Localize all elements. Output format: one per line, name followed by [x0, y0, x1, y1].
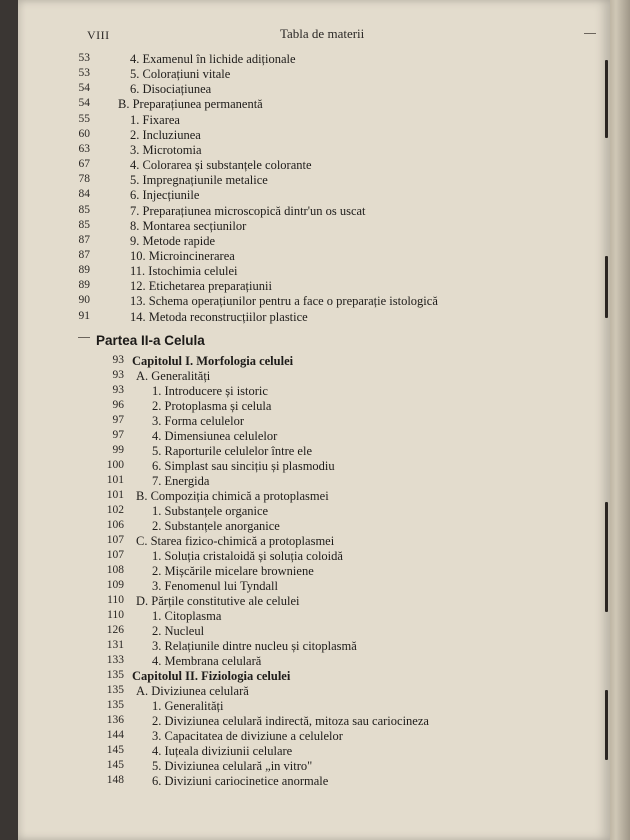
toc-entry-page: 53 [78, 52, 90, 64]
toc-entry-page: 91 [78, 309, 90, 322]
toc-entry [18, 234, 618, 250]
toc-entry [18, 639, 618, 655]
toc-entry-text: 5. Impregnațiunile metalice [130, 173, 268, 188]
toc-entry [18, 579, 618, 595]
toc-entry [18, 67, 618, 83]
toc-entry [18, 429, 618, 445]
toc-entry-text: 6. Injecțiunile [130, 188, 200, 203]
toc-entry-text: 6. Simplast sau sincițiu și plasmodiu [152, 459, 335, 473]
toc-entry-page: 54 [78, 97, 90, 110]
toc-entry-page: 102 [106, 504, 124, 516]
toc-entry-text: 10. Microincinerarea [130, 248, 235, 263]
toc-entry-page: 145 [106, 744, 124, 756]
toc-entry-page: 93 [112, 354, 124, 366]
toc-entry-page: 136 [106, 714, 124, 726]
toc-entry [18, 444, 618, 460]
toc-entry-page: 101 [106, 489, 124, 501]
toc-entry-page: 78 [78, 173, 90, 186]
tab-marker-bottom [605, 690, 608, 760]
toc-entry [18, 549, 618, 565]
toc-entry-text: A. Diviziunea celulară [136, 684, 249, 698]
toc-entry-page: 148 [106, 774, 124, 786]
toc-entry-text: 4. Membrana celulară [152, 654, 262, 668]
toc-entry [18, 294, 618, 310]
toc-entry-text: 6. Diviziuni cariocinetice anormale [152, 774, 329, 788]
toc-entry-page: 145 [106, 759, 124, 771]
toc-entry [18, 564, 618, 580]
toc-entry-text: 2. Incluziunea [130, 127, 201, 142]
toc-entry-text: 6. Disociațiunea [130, 82, 212, 97]
toc-entry-page: 54 [78, 82, 90, 95]
toc-entry-text: 5. Raporturile celulelor între ele [152, 444, 313, 458]
running-header-title: Tabla de materii [280, 26, 365, 41]
toc-entry [18, 369, 618, 385]
toc-entry-page: 85 [78, 218, 90, 231]
toc-entry-text: 1. Introducere și istoric [152, 384, 268, 398]
toc-entry-page: 100 [106, 459, 124, 471]
toc-entry [18, 774, 618, 790]
toc-entry [18, 279, 618, 295]
toc-entry-text: 2. Diviziunea celulară indirectă, mitoza sau cariocineza [152, 714, 429, 728]
toc-entry-page: 89 [78, 264, 90, 277]
toc-entry-text: 2. Substanțele anorganice [152, 519, 280, 533]
toc-entry-text: 2. Nucleul [152, 624, 205, 638]
toc-entry-page: 93 [112, 384, 124, 396]
toc-entry [18, 384, 618, 400]
toc-entry [18, 729, 618, 745]
toc-entry-text: 1. Substanțele organice [152, 504, 269, 518]
toc-entry [18, 669, 618, 685]
toc-entry-text: 5. Colorațiuni vitale [130, 67, 231, 82]
toc-entry-page: 89 [78, 279, 90, 292]
toc-entry-text: 3. Relațiunile dintre nucleu și citoplasmă [152, 639, 357, 653]
toc-entry-text: 1. Soluția cristaloidă și soluția coloidă [152, 549, 343, 563]
toc-entry [18, 188, 618, 204]
toc-entry-text: 14. Metoda reconstrucțiilor plastice [130, 309, 308, 324]
toc-entry [18, 143, 618, 159]
toc-entry-page: 96 [112, 399, 124, 411]
toc-entry [18, 699, 618, 715]
toc-entry [18, 714, 618, 730]
toc-entry-page: 53 [78, 67, 90, 80]
toc-entry [18, 684, 618, 700]
toc-entry-page: 84 [78, 188, 90, 201]
toc-entry-page: 133 [106, 654, 124, 666]
toc-entry-text: 3. Fenomenul lui Tyndall [152, 579, 278, 593]
toc-entry-text: C. Starea fizico-chimică a protoplasmei [136, 534, 335, 548]
toc-entry-text: 3. Capacitatea de diviziune a celulelor [152, 729, 343, 743]
toc-entry [18, 128, 618, 144]
toc-entry [18, 173, 618, 189]
toc-entry [18, 82, 618, 98]
toc-entry [18, 414, 618, 430]
toc-entry [18, 489, 618, 505]
toc-entry-text: 3. Forma celulelor [152, 414, 244, 428]
toc-entry [18, 204, 618, 220]
toc-entry-page: 135 [106, 684, 124, 696]
toc-entry-text: B. Preparațiunea permanentă [118, 97, 263, 112]
toc-entry-text: 4. Iuțeala diviziunii celulare [152, 744, 293, 758]
toc-entry [18, 249, 618, 265]
toc-entry [18, 474, 618, 490]
toc-entry [18, 310, 618, 326]
toc-entry [18, 519, 618, 535]
toc-entry-page: 90 [78, 294, 90, 307]
toc-entry-text: A. Generalități [136, 369, 211, 383]
toc-entry [18, 158, 618, 174]
toc-entry [18, 534, 618, 550]
toc-entry [18, 459, 618, 475]
tab-marker-top [605, 60, 608, 138]
toc-entry-text: 4. Examenul în lichide adiționale [130, 52, 296, 66]
toc-entry-text: 3. Microtomia [130, 142, 202, 157]
toc-entry-page: 93 [112, 369, 124, 381]
page-edge [610, 0, 630, 840]
toc-entry-text: 7. Preparațiunea microscopică dintr'un os uscat [130, 203, 366, 218]
toc-entry [18, 97, 618, 113]
toc-entry-page: 106 [106, 519, 124, 531]
toc-entry-text: 1. Fixarea [130, 112, 180, 127]
toc-entry-text: 4. Colorarea și substanțele colorante [130, 158, 312, 173]
toc-entry-text: 11. Istochimia celulei [130, 264, 238, 279]
toc-entry-text: 9. Metode rapide [130, 233, 216, 248]
toc-entry-text: 2. Mișcările micelare browniene [152, 564, 314, 578]
toc-entry-text: D. Părțile constitutive ale celulei [136, 594, 300, 608]
toc-entry-page: 63 [78, 142, 90, 155]
toc-entry-page: 110 [107, 594, 124, 606]
toc-entry-page: 97 [112, 414, 124, 426]
toc-entry [18, 399, 618, 415]
toc-entry-page: 135 [106, 669, 124, 681]
toc-entry-page: 87 [78, 248, 90, 261]
toc-entry-page: 107 [106, 549, 124, 561]
toc-entry [18, 354, 618, 370]
toc-entry-text: 7. Energida [152, 474, 210, 488]
toc-entry-text: 8. Montarea secțiunilor [130, 218, 247, 233]
toc-entry-text: B. Compoziția chimică a protoplasmei [136, 489, 329, 503]
book-page [18, 0, 610, 840]
header-divider-mark [584, 33, 596, 34]
toc-entry [18, 624, 618, 640]
page-number: VIII [87, 28, 110, 42]
toc-entry [18, 113, 618, 129]
part-marker-dash [78, 337, 90, 338]
toc-entry [18, 52, 618, 68]
toc-entry-text: 4. Dimensiunea celulelor [152, 429, 278, 443]
toc-entry-page: 101 [106, 474, 124, 486]
tab-marker-middle [605, 256, 608, 318]
toc-entry-text: 5. Diviziunea celulară „in vitro" [152, 759, 313, 773]
toc-entry-page: 109 [106, 579, 124, 591]
toc-entry-text: 2. Protoplasma și celula [152, 399, 272, 413]
toc-entry-text: Capitolul I. Morfologia celulei [132, 354, 294, 368]
toc-entry-page: 55 [78, 112, 90, 125]
toc-entry [18, 264, 618, 280]
toc-entry-page: 131 [106, 639, 124, 651]
toc-entry-text: 1. Generalități [152, 699, 224, 713]
toc-entry-page: 135 [106, 699, 124, 711]
toc-entry-page: 60 [78, 127, 90, 140]
toc-entry-page: 97 [112, 429, 124, 441]
toc-entry [18, 609, 618, 625]
toc-entry [18, 504, 618, 520]
toc-entry [18, 219, 618, 235]
part-title: Partea II-a Celula [96, 333, 205, 348]
toc-entry-page: 67 [78, 158, 90, 171]
toc-entry-text: 13. Schema operațiunilor pentru a face o preparație istologică [130, 294, 438, 309]
toc-entry-page: 99 [112, 444, 124, 456]
toc-entry [18, 654, 618, 670]
toc-entry-page: 126 [106, 624, 124, 636]
toc-entry [18, 744, 618, 760]
toc-entry-text: 1. Citoplasma [152, 609, 222, 623]
toc-entry-page: 110 [107, 609, 124, 621]
toc-entry [18, 759, 618, 775]
toc-entry-page: 85 [78, 203, 90, 216]
toc-entry-text: 12. Etichetarea preparațiunii [130, 279, 272, 294]
tab-marker-lower [605, 502, 608, 612]
toc-entry-text: Capitolul II. Fiziologia celulei [132, 669, 291, 683]
toc-entry-page: 144 [106, 729, 124, 741]
toc-entry-page: 87 [78, 233, 90, 246]
toc-entry [18, 594, 618, 610]
toc-entry-page: 107 [106, 534, 124, 546]
toc-entry-page: 108 [106, 564, 124, 576]
